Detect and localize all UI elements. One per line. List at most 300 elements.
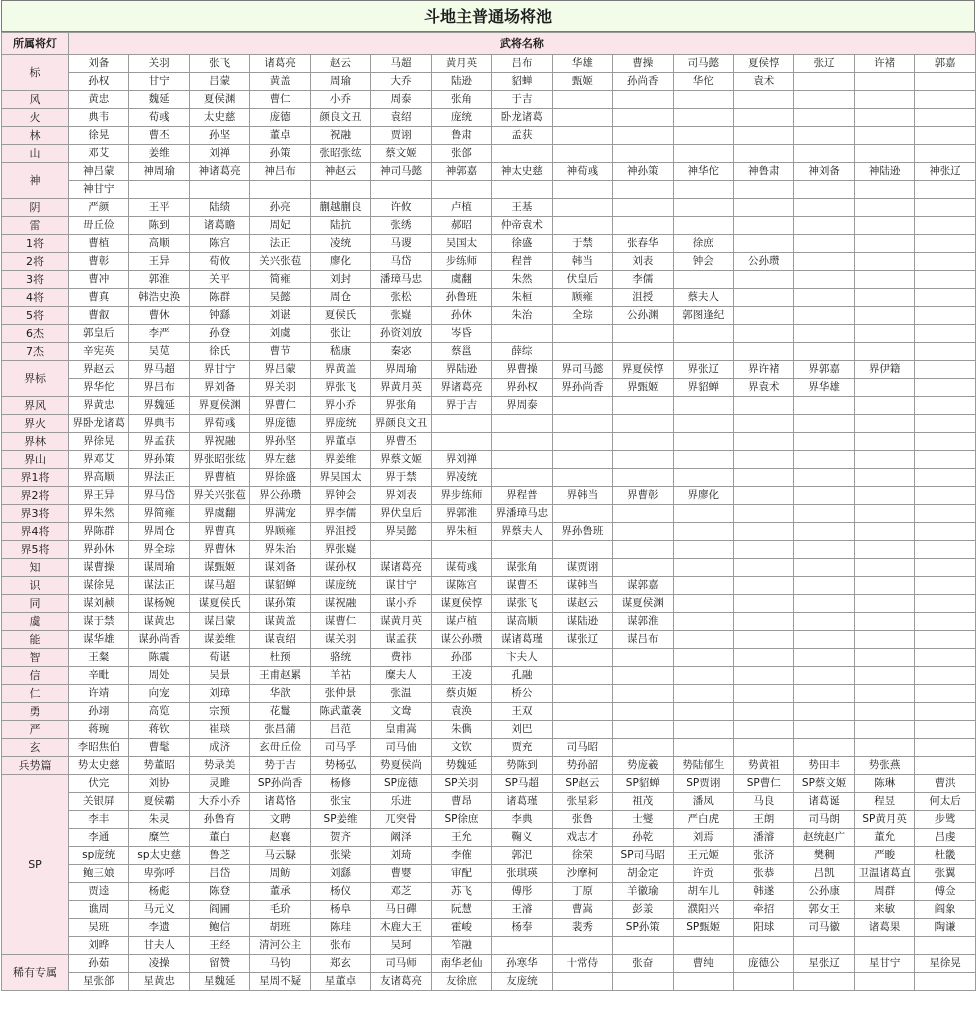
general-name-cell: 界郭淮 — [431, 505, 491, 523]
general-name-cell: 严颜 — [69, 199, 129, 217]
general-name-cell: 徐晃 — [69, 127, 129, 145]
general-name-cell: 黄月英 — [431, 55, 491, 73]
pool-sheet — [1, 0, 975, 991]
general-name-cell: 界于吉 — [431, 397, 491, 415]
general-name-cell: 界钟会 — [310, 487, 370, 505]
table-row — [2, 271, 976, 289]
general-name-cell: 吴班 — [69, 919, 129, 937]
empty-cell — [189, 181, 249, 199]
category-cell: 界风 — [2, 397, 69, 415]
general-name-cell: 华歆 — [250, 685, 310, 703]
general-name-cell: 荀攸 — [189, 253, 249, 271]
general-name-cell: 高顺 — [129, 235, 189, 253]
general-name-cell: 谋孙权 — [310, 559, 370, 577]
empty-cell — [794, 541, 854, 559]
empty-cell — [613, 685, 673, 703]
general-name-cell: 法正 — [250, 235, 310, 253]
general-name-cell: 界徐晃 — [69, 433, 129, 451]
general-name-cell: 界李儒 — [310, 505, 370, 523]
general-name-cell: 王平 — [129, 199, 189, 217]
category-cell: 界火 — [2, 415, 69, 433]
general-name-cell: 谋于禁 — [69, 613, 129, 631]
general-name-cell: 孙权 — [69, 73, 129, 91]
table-row — [2, 199, 976, 217]
empty-cell — [794, 415, 854, 433]
general-name-cell: 许褚 — [854, 55, 914, 73]
empty-cell — [673, 703, 733, 721]
general-name-cell: 杨彪 — [129, 883, 189, 901]
general-name-cell: 刘协 — [129, 775, 189, 793]
general-name-cell: 界魏延 — [129, 397, 189, 415]
general-name-cell: 赵统赵广 — [794, 829, 854, 847]
general-name-cell: sp庞统 — [69, 847, 129, 865]
category-header: 所属将灯 — [2, 33, 69, 55]
general-name-cell: 谋法正 — [129, 577, 189, 595]
general-name-cell: 钟会 — [673, 253, 733, 271]
table-row — [2, 523, 976, 541]
empty-cell — [854, 973, 914, 991]
empty-cell — [794, 559, 854, 577]
category-cell: 信 — [2, 667, 69, 685]
table-row — [2, 559, 976, 577]
category-cell: 界2将 — [2, 487, 69, 505]
general-name-cell: 张奋 — [613, 955, 673, 973]
general-name-cell: 杜预 — [250, 649, 310, 667]
empty-cell — [673, 127, 733, 145]
general-name-cell: 蔡贞姬 — [431, 685, 491, 703]
empty-cell — [915, 505, 975, 523]
general-name-cell: 士燮 — [613, 811, 673, 829]
general-name-cell: 界郭嘉 — [794, 361, 854, 379]
empty-cell — [733, 199, 793, 217]
general-name-cell: 界刘表 — [371, 487, 431, 505]
empty-cell — [492, 415, 552, 433]
general-name-cell: 势杨弘 — [310, 757, 370, 775]
general-name-cell: 谋韩当 — [552, 577, 612, 595]
general-name-cell: 界步练师 — [431, 487, 491, 505]
table-row — [2, 397, 976, 415]
general-name-cell: 董承 — [250, 883, 310, 901]
empty-cell — [733, 523, 793, 541]
empty-cell — [552, 703, 612, 721]
general-name-cell: 神吕蒙 — [69, 163, 129, 181]
empty-cell — [613, 217, 673, 235]
empty-cell — [854, 631, 914, 649]
empty-cell — [854, 451, 914, 469]
empty-cell — [733, 397, 793, 415]
general-name-cell: 界蔡文姬 — [371, 451, 431, 469]
general-name-cell: 留赞 — [189, 955, 249, 973]
general-name-cell: 严白虎 — [673, 811, 733, 829]
table-row — [2, 721, 976, 739]
general-name-cell: 界于禁 — [371, 469, 431, 487]
general-name-cell: 马超 — [371, 55, 431, 73]
general-name-cell: 界高顺 — [69, 469, 129, 487]
general-name-cell: 黄盖 — [250, 73, 310, 91]
general-name-cell: 许攸 — [371, 199, 431, 217]
general-name-cell: 毌丘俭 — [69, 217, 129, 235]
general-name-cell: 谋高顺 — [492, 613, 552, 631]
category-cell: 识 — [2, 577, 69, 595]
empty-cell — [854, 181, 914, 199]
empty-cell — [854, 415, 914, 433]
empty-cell — [673, 415, 733, 433]
general-name-cell: 界凌统 — [431, 469, 491, 487]
category-cell: 1将 — [2, 235, 69, 253]
general-name-cell: SP蔡文姬 — [794, 775, 854, 793]
general-name-cell: 卑弥呼 — [129, 865, 189, 883]
general-name-cell: 潘璋马忠 — [371, 271, 431, 289]
general-name-cell: 势魏延 — [431, 757, 491, 775]
table-body — [2, 55, 976, 991]
category-cell: 7杰 — [2, 343, 69, 361]
general-name-cell: 谋郭嘉 — [613, 577, 673, 595]
empty-cell — [552, 469, 612, 487]
general-name-cell: 界孙权 — [492, 379, 552, 397]
empty-cell — [613, 415, 673, 433]
empty-cell — [552, 181, 612, 199]
general-name-cell: 吴景 — [189, 667, 249, 685]
general-name-cell: 司马师 — [371, 955, 431, 973]
general-name-cell: 刘谌 — [250, 307, 310, 325]
general-name-cell: 伏完 — [69, 775, 129, 793]
general-name-cell: 星徐晃 — [915, 955, 975, 973]
general-name-cell: 苏飞 — [431, 883, 491, 901]
general-name-cell: 华佗 — [673, 73, 733, 91]
general-name-cell: 仲帝袁术 — [492, 217, 552, 235]
general-name-cell: 陈到 — [129, 217, 189, 235]
general-name-cell: 王朗 — [733, 811, 793, 829]
category-cell: 同 — [2, 595, 69, 613]
general-name-cell: 濮阳兴 — [673, 901, 733, 919]
general-name-cell: 李儒 — [613, 271, 673, 289]
general-name-cell: 谋庞统 — [310, 577, 370, 595]
empty-cell — [673, 181, 733, 199]
empty-cell — [613, 325, 673, 343]
empty-cell — [915, 757, 975, 775]
general-name-cell: 势董昭 — [129, 757, 189, 775]
category-cell: 山 — [2, 145, 69, 163]
general-name-cell: 神周瑜 — [129, 163, 189, 181]
general-name-cell: 界曹真 — [189, 523, 249, 541]
general-name-cell: 孙茹 — [69, 955, 129, 973]
general-name-cell: 胡车儿 — [673, 883, 733, 901]
general-name-cell: 张梁 — [310, 847, 370, 865]
general-name-cell: 界孙尚香 — [552, 379, 612, 397]
empty-cell — [794, 271, 854, 289]
general-name-cell: 势田丰 — [794, 757, 854, 775]
general-name-cell: 界荀彧 — [189, 415, 249, 433]
general-name-cell: 星张辽 — [794, 955, 854, 973]
general-name-cell: 笮融 — [431, 937, 491, 955]
empty-cell — [673, 325, 733, 343]
general-name-cell: 张昌蒲 — [250, 721, 310, 739]
general-name-cell: 杨仪 — [310, 883, 370, 901]
general-name-cell: 界马超 — [129, 361, 189, 379]
empty-cell — [552, 649, 612, 667]
general-name-cell: 界孟获 — [129, 433, 189, 451]
general-name-cell: 刘晔 — [69, 937, 129, 955]
general-name-cell: 谋袁绍 — [250, 631, 310, 649]
category-cell: 严 — [2, 721, 69, 739]
table-row — [2, 73, 976, 91]
general-name-cell: 曹纯 — [673, 955, 733, 973]
general-name-cell: 韩当 — [552, 253, 612, 271]
general-name-cell: 蒋钦 — [129, 721, 189, 739]
empty-cell — [673, 631, 733, 649]
empty-cell — [613, 343, 673, 361]
general-name-cell: 谋诸葛瑾 — [492, 631, 552, 649]
general-name-cell: 马良 — [733, 793, 793, 811]
general-name-cell: 曹真 — [69, 289, 129, 307]
general-name-cell: 界吴懿 — [371, 523, 431, 541]
general-name-cell: 祖茂 — [613, 793, 673, 811]
general-name-cell: 吴苋 — [129, 343, 189, 361]
general-name-cell: 谋郭淮 — [613, 613, 673, 631]
general-name-cell: 步骘 — [915, 811, 975, 829]
category-cell: 玄 — [2, 739, 69, 757]
table-row — [2, 109, 976, 127]
general-name-cell: 神诸葛亮 — [189, 163, 249, 181]
empty-cell — [673, 613, 733, 631]
general-name-cell: 小乔 — [310, 91, 370, 109]
general-name-cell: 凌操 — [129, 955, 189, 973]
general-name-cell: 刘表 — [613, 253, 673, 271]
general-name-cell: 马岱 — [371, 253, 431, 271]
general-name-cell: 界潘璋马忠 — [492, 505, 552, 523]
general-name-cell: 刘虞 — [250, 325, 310, 343]
general-name-cell: 朱儁 — [431, 721, 491, 739]
general-name-cell: 谋卢植 — [431, 613, 491, 631]
empty-cell — [854, 397, 914, 415]
general-name-cell: 界全琮 — [129, 541, 189, 559]
general-name-cell: 界朱治 — [250, 541, 310, 559]
empty-cell — [552, 721, 612, 739]
empty-cell — [371, 181, 431, 199]
general-name-cell: 张辽 — [794, 55, 854, 73]
empty-cell — [552, 685, 612, 703]
general-name-cell: 董卓 — [250, 127, 310, 145]
general-name-cell: 庞德 — [250, 109, 310, 127]
empty-cell — [794, 703, 854, 721]
general-name-cell: 卫温诸葛直 — [854, 865, 914, 883]
general-name-cell: 刘璋 — [189, 685, 249, 703]
general-name-cell: 谋甘宁 — [371, 577, 431, 595]
empty-cell — [733, 739, 793, 757]
general-name-cell: 孙鲁育 — [189, 811, 249, 829]
table-row — [2, 541, 976, 559]
general-name-cell: 界朱桓 — [431, 523, 491, 541]
general-name-cell: 袁绍 — [371, 109, 431, 127]
general-name-cell: 李昭焦伯 — [69, 739, 129, 757]
general-name-cell: 鞠义 — [492, 829, 552, 847]
general-name-cell: 谋关羽 — [310, 631, 370, 649]
empty-cell — [794, 199, 854, 217]
empty-cell — [673, 217, 733, 235]
general-name-cell: 孙休 — [431, 307, 491, 325]
general-name-cell: 曹嵩 — [552, 901, 612, 919]
general-name-cell: 司马昭 — [552, 739, 612, 757]
general-name-cell: 马钧 — [250, 955, 310, 973]
empty-cell — [794, 613, 854, 631]
category-cell: 虞 — [2, 613, 69, 631]
general-name-cell: 黄忠 — [69, 91, 129, 109]
general-name-cell: 玄毌丘俭 — [250, 739, 310, 757]
empty-cell — [915, 973, 975, 991]
empty-cell — [613, 973, 673, 991]
table-row — [2, 181, 976, 199]
empty-cell — [492, 145, 552, 163]
empty-cell — [733, 595, 793, 613]
empty-cell — [492, 433, 552, 451]
general-name-cell: 界蔡夫人 — [492, 523, 552, 541]
general-name-cell: 陈登 — [189, 883, 249, 901]
empty-cell — [673, 739, 733, 757]
general-name-cell: 友庞统 — [492, 973, 552, 991]
general-name-cell: 神张辽 — [915, 163, 975, 181]
empty-cell — [854, 739, 914, 757]
general-name-cell: 吕岱 — [189, 865, 249, 883]
general-name-cell: 王基 — [492, 199, 552, 217]
general-name-cell: 王元姬 — [673, 847, 733, 865]
general-name-cell: 贾诩 — [371, 127, 431, 145]
empty-cell — [613, 181, 673, 199]
general-name-cell: 荀彧 — [129, 109, 189, 127]
empty-cell — [794, 235, 854, 253]
general-name-cell: 界法正 — [129, 469, 189, 487]
empty-cell — [733, 433, 793, 451]
general-name-cell: 星黄忠 — [129, 973, 189, 991]
general-name-cell: 曹冲 — [69, 271, 129, 289]
empty-cell — [915, 469, 975, 487]
general-name-cell: 陆绩 — [189, 199, 249, 217]
general-name-cell: 周妃 — [250, 217, 310, 235]
general-name-cell: 谋华雄 — [69, 631, 129, 649]
general-name-cell: 势孙韶 — [552, 757, 612, 775]
empty-cell — [552, 937, 612, 955]
general-name-cell: 谋曹操 — [69, 559, 129, 577]
empty-cell — [613, 937, 673, 955]
general-name-cell: 刘备 — [69, 55, 129, 73]
category-cell: 智 — [2, 649, 69, 667]
empty-cell — [915, 379, 975, 397]
general-name-cell: 大乔小乔 — [189, 793, 249, 811]
table-row — [2, 325, 976, 343]
empty-cell — [129, 181, 189, 199]
general-name-cell: 刘禅 — [189, 145, 249, 163]
general-name-cell: 郭皇后 — [69, 325, 129, 343]
general-name-cell: 友诸葛亮 — [371, 973, 431, 991]
empty-cell — [613, 91, 673, 109]
table-row — [2, 235, 976, 253]
category-cell: 界1将 — [2, 469, 69, 487]
general-name-cell: 李严 — [129, 325, 189, 343]
general-name-cell: 张飞 — [189, 55, 249, 73]
general-name-cell: 神华佗 — [673, 163, 733, 181]
general-name-cell: 戏志才 — [552, 829, 612, 847]
empty-cell — [915, 253, 975, 271]
general-name-cell: 界关兴张苞 — [189, 487, 249, 505]
general-name-cell: 吕凯 — [794, 865, 854, 883]
general-name-cell: 张春华 — [613, 235, 673, 253]
empty-cell — [915, 343, 975, 361]
empty-cell — [613, 523, 673, 541]
general-name-cell: 杜畿 — [915, 847, 975, 865]
empty-cell — [492, 181, 552, 199]
empty-cell — [733, 451, 793, 469]
general-name-cell: 文鸯 — [371, 703, 431, 721]
general-name-cell: 谋周瑜 — [129, 559, 189, 577]
empty-cell — [673, 649, 733, 667]
general-name-cell: 张角 — [431, 91, 491, 109]
general-name-cell: 鲁肃 — [431, 127, 491, 145]
table-row — [2, 757, 976, 775]
general-name-cell: 吕虔 — [915, 829, 975, 847]
empty-cell — [552, 217, 612, 235]
empty-cell — [552, 91, 612, 109]
general-name-cell: 曹彰 — [69, 253, 129, 271]
general-name-cell: 曹叡 — [69, 307, 129, 325]
general-name-cell: SP关羽 — [431, 775, 491, 793]
general-name-cell: 谋刘备 — [250, 559, 310, 577]
general-name-cell: 花鬘 — [250, 703, 310, 721]
empty-cell — [552, 433, 612, 451]
empty-cell — [854, 253, 914, 271]
empty-cell — [915, 235, 975, 253]
general-name-cell: 李傕 — [431, 847, 491, 865]
general-name-cell: 诸葛亮 — [250, 55, 310, 73]
empty-cell — [552, 145, 612, 163]
general-name-cell: 吕范 — [310, 721, 370, 739]
general-name-cell: 友徐庶 — [431, 973, 491, 991]
general-name-cell: SP徐庶 — [431, 811, 491, 829]
general-name-cell: 魏延 — [129, 91, 189, 109]
empty-cell — [915, 73, 975, 91]
empty-cell — [673, 937, 733, 955]
general-name-cell: 界满宠 — [250, 505, 310, 523]
empty-cell — [915, 433, 975, 451]
empty-cell — [492, 451, 552, 469]
general-name-cell: 孙乾 — [613, 829, 673, 847]
empty-cell — [673, 577, 733, 595]
empty-cell — [613, 109, 673, 127]
general-name-cell: 界黄月英 — [371, 379, 431, 397]
empty-cell — [613, 451, 673, 469]
empty-cell — [673, 451, 733, 469]
general-name-cell: 蔡文姬 — [371, 145, 431, 163]
empty-cell — [613, 559, 673, 577]
empty-cell — [915, 721, 975, 739]
empty-cell — [794, 343, 854, 361]
general-name-cell: 谋孙策 — [250, 595, 310, 613]
empty-cell — [431, 541, 491, 559]
empty-cell — [915, 937, 975, 955]
general-name-cell: 界马岱 — [129, 487, 189, 505]
table-row — [2, 145, 976, 163]
general-name-cell: 孔融 — [492, 667, 552, 685]
empty-cell — [673, 559, 733, 577]
empty-cell — [733, 721, 793, 739]
general-name-cell: 界周瑜 — [371, 361, 431, 379]
general-name-cell: 张郃 — [431, 145, 491, 163]
general-name-cell: 界王异 — [69, 487, 129, 505]
table-row — [2, 361, 976, 379]
general-name-cell: 文钦 — [431, 739, 491, 757]
empty-cell — [733, 91, 793, 109]
general-name-cell: 谋张飞 — [492, 595, 552, 613]
general-name-cell: 向宠 — [129, 685, 189, 703]
table-row — [2, 307, 976, 325]
